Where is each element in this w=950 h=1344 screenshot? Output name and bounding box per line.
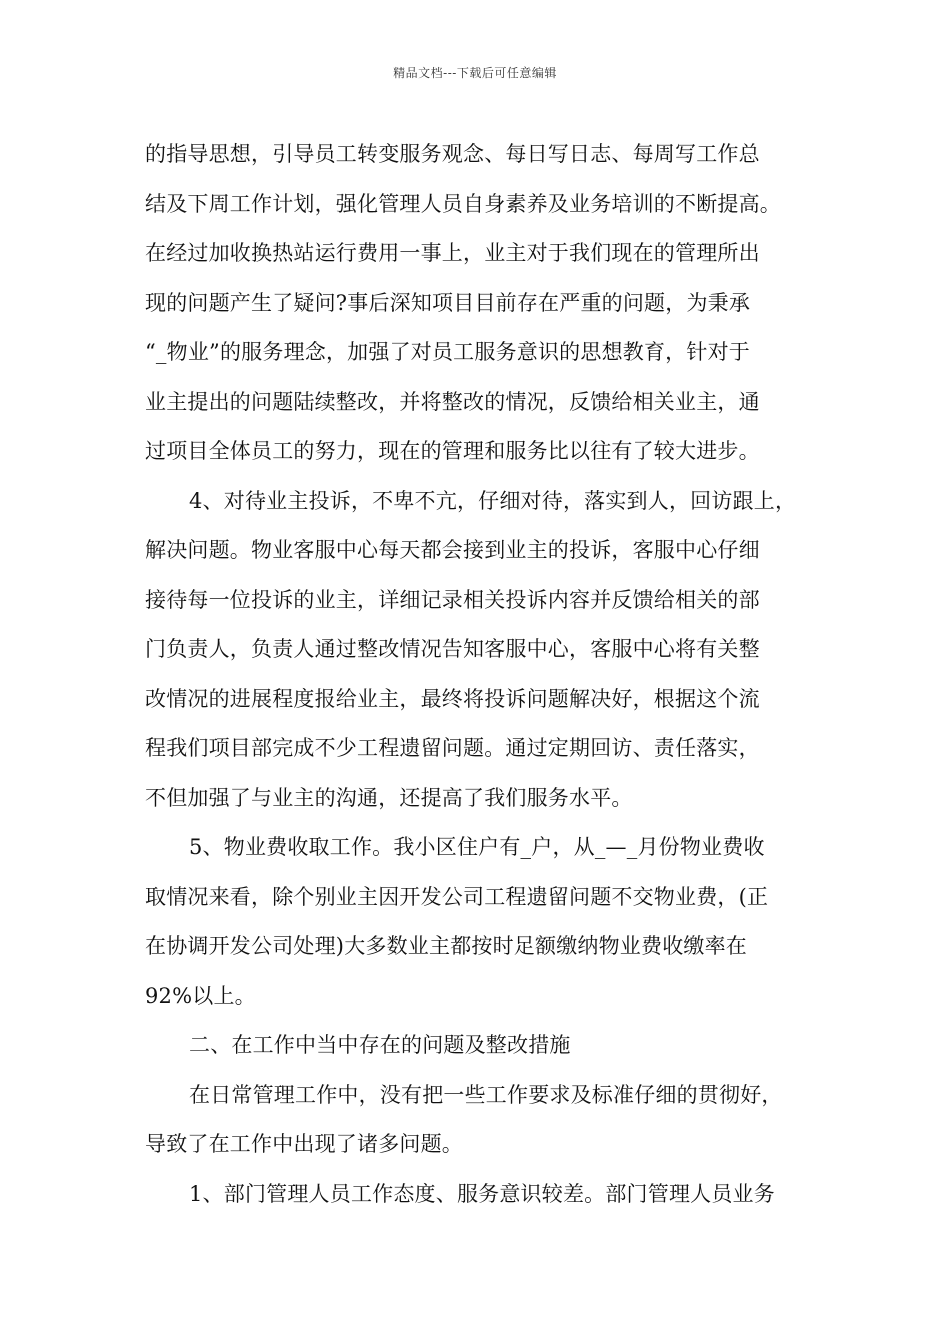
- text-line: 程我们项目部完成不少工程遗留问题。通过定期回访、责任落实，: [145, 736, 760, 760]
- text-line: 解决问题。物业客服中心每天都会接到业主的投诉，客服中心仔细: [145, 538, 760, 562]
- text-line: 接待每一位投诉的业主，详细记录相关投诉内容并反馈给相关的部: [145, 587, 760, 612]
- text-line: 过项目全体员工的努力，现在的管理和服务比以往有了较大进步。: [145, 439, 760, 463]
- paragraph-5-start: 5、物业费收取工作。我小区住户有_户，从_—_月份物业费收: [189, 835, 765, 859]
- text-line: 在协调开发公司处理)大多数业主都按时足额缴纳物业费收缴率在: [145, 934, 747, 958]
- text-line: “_物业”的服务理念，加强了对员工服务意识的思想教育，针对于: [145, 340, 750, 364]
- section-heading: 二、在工作中当中存在的问题及整改措施: [189, 1033, 571, 1057]
- text-line: 92%以上。: [145, 983, 256, 1008]
- text-line: 导致了在工作中出现了诸多问题。: [145, 1132, 463, 1156]
- paragraph-4-start: 4、对待业主投诉，不卑不亢，仔细对待，落实到人，回访跟上，: [189, 488, 797, 513]
- text-line: 门负责人，负责人通过整改情况告知客服中心，客服中心将有关整: [145, 637, 760, 661]
- text-line: 结及下周工作计划，强化管理人员自身素养及业务培训的不断提高。: [145, 191, 781, 216]
- text-line: 在经过加收换热站运行费用一事上，业主对于我们现在的管理所出: [145, 241, 760, 265]
- paragraph-1-start: 1、部门管理人员工作态度、服务意识较差。部门管理人员业务: [189, 1181, 775, 1206]
- page-header: 精品文档---下载后可任意编辑: [393, 66, 557, 80]
- text-line: 业主提出的问题陆续整改，并将整改的情况，反馈给相关业主，通: [145, 389, 760, 414]
- text-line: 不但加强了与业主的沟通，还提高了我们服务水平。: [145, 785, 633, 810]
- text-line: 的指导思想，引导员工转变服务观念、每日写日志、每周写工作总: [145, 142, 760, 166]
- paragraph-start: 在日常管理工作中，没有把一些工作要求及标准仔细的贯彻好，: [189, 1082, 783, 1107]
- text-line: 改情况的进展程度报给业主，最终将投诉问题解决好，根据这个流: [145, 686, 760, 711]
- document-body: [145, 130, 825, 1219]
- text-line: 现的问题产生了疑问?事后深知项目目前存在严重的问题，为秉承: [145, 290, 751, 315]
- text-line: 取情况来看，除个别业主因开发公司工程遗留问题不交物业费，(正: [145, 884, 769, 909]
